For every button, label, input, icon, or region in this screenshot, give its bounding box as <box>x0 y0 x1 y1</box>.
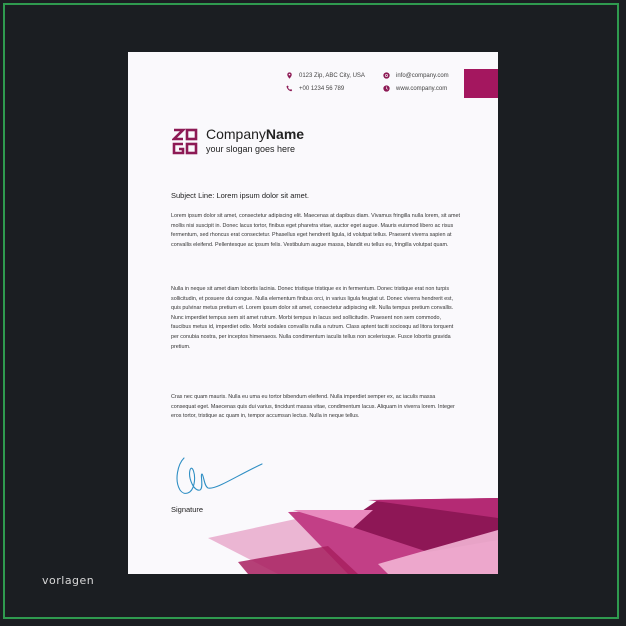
header-phone <box>286 85 344 92</box>
company-name <box>206 126 304 142</box>
company-name-bold: Name <box>265 126 305 142</box>
body-paragraph-1: Lorem ipsum dolor sit amet, consectetur adipiscing elit. Maecenas at dapibus diam. Vivamus fringilla nulla lorem, sit amet mollis nisi suscipit in. Donec lacus tortor, finibus eget pharetra vitae, auctor eget augue. Mauris euismod libero ac risus fermentum, sed rhoncus erat consectetur. Phasellus eget hendrerit ligula, id volutpat tellus. Praesent viverra sapien at convallis eleifend. Pellentesque ac ipsum felis. Vestibulum augue massa, blandit eu tellus eu, fringilla volutpat quam. <box>171 213 461 248</box>
letterhead-page <box>128 52 498 574</box>
signature-label: Signature <box>171 505 204 514</box>
body-paragraph-2: Nulla in neque sit amet diam lobortis lacinia. Donec tristique tristique ex in fermentum. Donec tristique erat non turpis sollicitudin, et posuere dui congue. Nulla elementum finibus orci, in varius ligula feugiat ut. Donec viverra hendrerit est, quis pulvinar metus pretium et. Lorem ipsum dolor sit amet, consectetur adipiscing elit. Nulla tempus pretium convallis. Nunc imperdiet tempus sem sit amet rutrum. Morbi tempus in lacus sed sollicitudin. Praesent non sem commodo, faucibus metus id, imperdiet odio. Morbi sodales convallis nulla a rutrum. Class aptent taciti sociosqu ad litora torquent per conubia nostra, per inceptos himenaeos. Nulla condimentum iaculis tellus non scelerisque. Fusce lobortis gravida pretium. <box>171 286 454 350</box>
address-text: 0123 Zip, ABC City, USA <box>299 72 365 79</box>
footer-decorative-shapes <box>128 482 498 574</box>
globe-icon <box>383 85 390 92</box>
location-pin-icon <box>286 72 293 79</box>
header-website <box>383 85 447 92</box>
at-sign-icon <box>383 72 390 79</box>
header-address <box>286 72 365 79</box>
logo-mark <box>172 128 198 156</box>
company-slogan: your slogan goes here <box>206 144 296 154</box>
watermark-text: vorlagen <box>42 574 95 587</box>
header-accent-bar <box>464 69 498 98</box>
header-email <box>383 72 449 79</box>
phone-text: +00 1234 56 789 <box>299 85 345 92</box>
phone-icon <box>286 85 293 92</box>
body-paragraph-3: Cras nec quam mauris. Nulla eu uma eu tortor bibendum eleifend. Nulla imperdiet semper ex, ac iaculis massa consequat eget. Maecenas quis dui varius, tincidunt massa vitae, condimentum lacus. Aliquam in viverra lorem. Integer eros tortor, tristique ac quam in, tempor accumsan lectus. Nulla in neque tellus. <box>171 394 455 420</box>
email-text: info@company.com <box>396 72 449 79</box>
company-name-regular: Company <box>206 126 266 142</box>
website-text: www.company.com <box>396 85 448 92</box>
subject-line: Subject Line: Lorem ipsum dolor sit amet. <box>171 191 309 200</box>
